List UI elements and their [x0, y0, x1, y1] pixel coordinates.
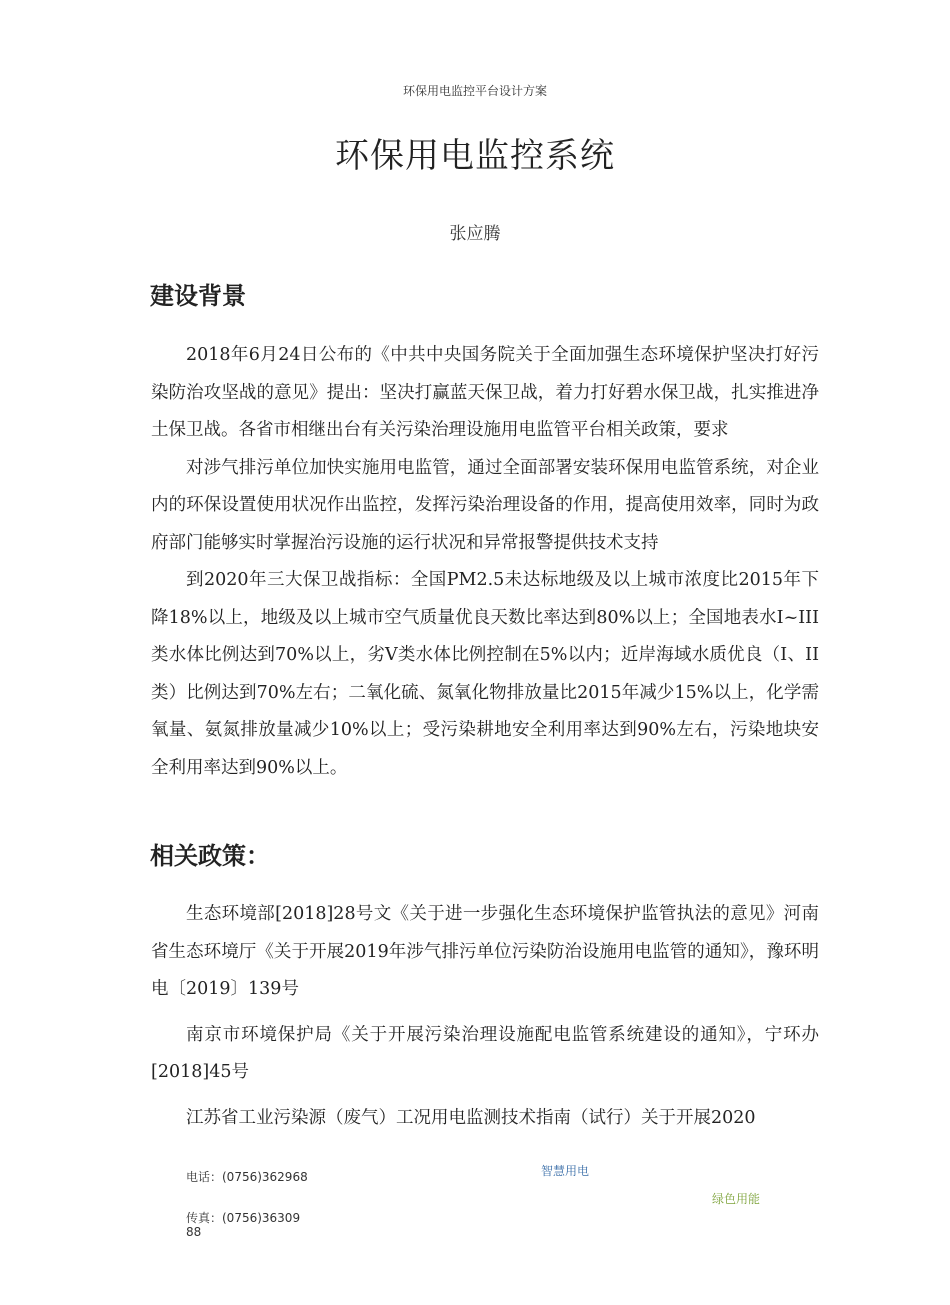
footer-fax-line2: 88 [186, 1225, 202, 1239]
paragraph: 对涉气排污单位加快实施用电监管，通过全面部署安装环保用电监管系统，对企业内的环保设置使用状况作出监控，发挥污染治理设备的作用，提高使用效率，同时为政府部门能够实时掌握治污设施的运行状况和异常报警提供技术支持 [151, 457, 819, 553]
running-header: 环保用电监控平台设计方案 [402, 84, 547, 98]
footer-phone: 电话：(0756)362968 [186, 1170, 308, 1184]
section-heading-policies: 相关政策： [150, 842, 270, 870]
section-heading-background: 建设背景 [150, 282, 246, 310]
paragraph: 2018年6月24日公布的《中共中央国务院关于全面加强生态环境保护坚决打好污染防治攻坚战的意见》提出：坚决打赢蓝天保卫战，着力打好碧水保卫战，扎实推进净土保卫战。各省市相继出台有关污染治理设施用电监管平台相关政策，要求 [151, 345, 819, 440]
paragraph: 到2020年三大保卫战指标：全国PM2.5未达标地级及以上城市浓度比2015年下降18%以上，地级及以上城市空气质量优良天数比率达到80%以上；全国地表水I~III类水体比例达到70%以上，劣V类水体比例控制在5%以内；近岸海域水质优良（I、II类）比例达到70%左右；二氧化硫、氮氧化物排放量比2015年减少15%以上，化学需氧量、氨氮排放量减少10%以上；受污染耕地安全利用率达到90%左右，污染地块安全利用率达到90%以上。 [151, 570, 819, 778]
author-name: 张应腾 [449, 224, 501, 244]
policy-item: 南京市环境保护局《关于开展污染治理设施配电监管系统建设的通知》，宁环办[2018]45号 [151, 1024, 819, 1082]
document-title: 环保用电监控系统 [335, 136, 615, 176]
policy-item: 生态环境部[2018]28号文《关于进一步强化生态环境保护监管执法的意见》河南省生态环境厅《关于开展2019年涉气排污单位污染防治设施用电监管的通知》，豫环明电〔2019〕139号 [151, 904, 819, 999]
policy-item: 江苏省工业污染源（废气）工况用电监测技术指南（试行）关于开展2020 [186, 1107, 756, 1128]
background-body [151, 337, 819, 787]
footer-fax-line1: 传真：(0756)36309 [186, 1211, 301, 1225]
policies-body [151, 896, 819, 1137]
footer-tag-green-energy: 绿色用能 [712, 1192, 761, 1206]
footer-tag-smart-power: 智慧用电 [541, 1164, 590, 1178]
